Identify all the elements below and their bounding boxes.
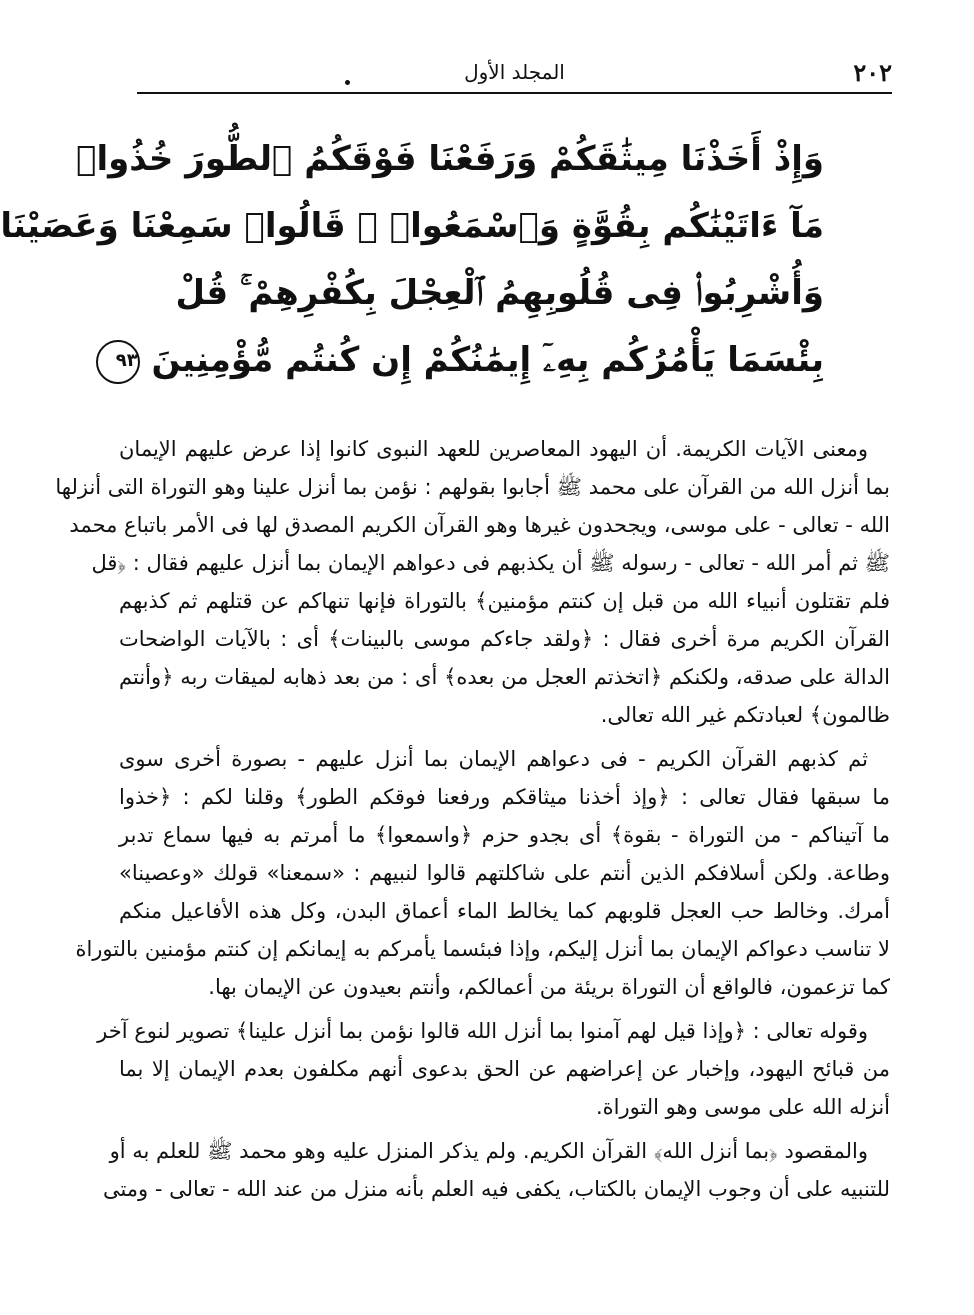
- commentary-text: [55, 430, 890, 1214]
- page-header: [137, 52, 892, 94]
- paragraph: [102, 1132, 890, 1208]
- verse-line: [76, 126, 824, 193]
- text-line: من قبائح اليهود، وإخبار عن إعراضهم عن الحق بدعوى أنهم مكلفون بعدم الإيمان إلا بما: [119, 1057, 890, 1081]
- text-line: أنزله الله على موسى وهو التوراة.: [595, 1095, 890, 1119]
- text-line: أمرك. وخالط حب العجل قلوبهم كما يخالط الماء أعماق البدن، وكل هذه الأفاعيل منكم: [119, 899, 890, 923]
- verse-line: [115, 327, 824, 394]
- text-line: ما آتيناكم - من التوراة - بقوة﴾ أى بجدو حزم ﴿واسمعوا﴾ ما أمرتم به فيها سماع تدبر: [119, 823, 890, 847]
- verse-text: وَأُشْرِبُوا۟ فِى قُلُوبِهِمُ ٱلْعِجْلَ بِكُفْرِهِمْ ۚ قُلْ: [175, 273, 824, 313]
- quran-verse: [0, 126, 824, 394]
- text-line: كما تزعمون، فالواقع أن التوراة بريئة من أعمالكم، وأنتم بعيدون عن الإيمان بها.: [208, 975, 890, 999]
- verse-text: مَآ ءَاتَيْنَٰكُم بِقُوَّةٍ وَٱسْمَعُوا۟ ۖ قَالُوا۟ سَمِعْنَا وَعَصَيْنَا: [0, 206, 824, 246]
- text-line: الدالة على صدقه، ولكنكم ﴿اتخذتم العجل من بعده﴾ أى : من بعد ذهابه لميقات ربه ﴿وأنتم: [119, 665, 890, 689]
- header-dot: [345, 80, 350, 85]
- verse-line: [0, 193, 824, 260]
- text-line: لا تناسب دعواكم الإيمان بما أنزل إليكم، وإذا فبئسما يأمركم به إيمانكم إن كنتم مؤمنين بالتوراة: [75, 937, 890, 961]
- text-line: وقوله تعالى : ﴿وإذا قيل لهم آمنوا بما أنزل الله قالوا نؤمن بما أنزل علينا﴾ تصوير لنوع آخر: [97, 1019, 868, 1043]
- paragraph: [97, 1012, 890, 1126]
- text-line: للتنبيه على أن وجوب الإيمان بالكتاب، يكفى فيه العلم بأنه منزل من عند الله - تعالى - ومتى: [102, 1177, 890, 1201]
- text-line: وطاعة. ولكن أسلافكم الذين أنتم على شاكلتهم قالوا لنبيهم : «سمعنا» قولك «وعصينا»: [119, 861, 890, 885]
- verse-text: بِئْسَمَا يَأْمُرُكُم بِهِۦٓ إِيمَٰنُكُمْ إِن كُنتُم مُّؤْمِنِينَ: [151, 340, 824, 380]
- page-number: ٢٠٢: [853, 58, 892, 87]
- text-line: الله - تعالى - على موسى، ويجحدون غيرها وهو القرآن الكريم المصدق لها فى الأمر باتباع محمد: [69, 513, 890, 537]
- text-line: ومعنى الآيات الكريمة. أن اليهود المعاصرين للعهد النبوى كانوا إذا عرض عليهم الإيمان: [119, 437, 868, 461]
- paragraph: [55, 430, 890, 734]
- verse-text: وَإِذْ أَخَذْنَا مِيثَٰقَكُمْ وَرَفَعْنَا فَوْقَكُمُ ٱلطُّورَ خُذُوا۟: [76, 139, 824, 179]
- text-line: ﷺ ثم أمر الله - تعالى - رسوله ﷺ أن يكذبهم فى دعواهم الإيمان بما أنزل عليهم فقال : ﴿قل: [91, 551, 890, 575]
- ayah-number-badge: ٩٣: [96, 340, 140, 384]
- text-line: القرآن الكريم مرة أخرى فقال : ﴿ولقد جاءكم موسى بالبينات﴾ أى : بالآيات الواضحات: [119, 627, 890, 651]
- paragraph: [75, 740, 890, 1006]
- text-line: ظالمون﴾ لعبادتكم غير الله تعالى.: [600, 703, 890, 727]
- text-line: فلم تقتلون أنبياء الله من قبل إن كنتم مؤمنين﴾ بالتوراة فإنها تنهاكم عن قتلهم ثم كذبهم: [119, 589, 890, 613]
- text-line: ثم كذبهم القرآن الكريم - فى دعواهم الإيمان بما أنزل عليهم - بصورة أخرى سوى: [119, 747, 868, 771]
- running-title: المجلد الأول: [464, 60, 565, 84]
- text-line: بما أنزل الله من القرآن على محمد ﷺ أجابوا بقولهم : نؤمن بما أنزل علينا وهو التوراة التى أنزلها: [55, 475, 890, 499]
- text-line: والمقصود ﴿بما أنزل الله﴾ القرآن الكريم. ولم يذكر المنزل عليه وهو محمد ﷺ للعلم به أو: [109, 1139, 868, 1163]
- text-line: ما سبقها فقال تعالى : ﴿وإذ أخذنا ميثاقكم ورفعنا فوقكم الطور﴾ وقلنا لكم : ﴿خذوا: [119, 785, 890, 809]
- verse-line: [175, 260, 824, 327]
